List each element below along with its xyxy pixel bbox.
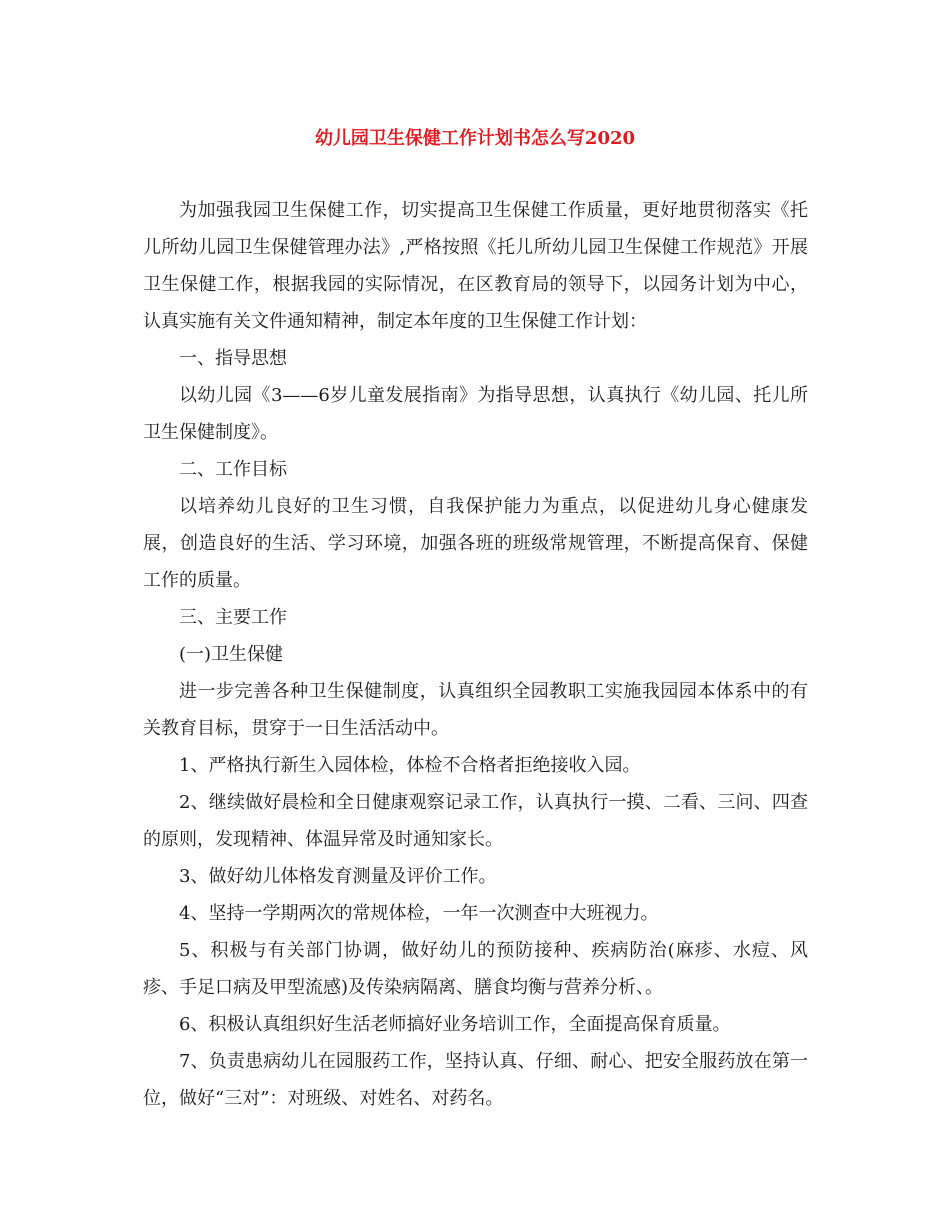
list-item-5: 5、积极与有关部门协调，做好幼儿的预防接种、疾病防治(麻疹、水痘、风疹、手足口病及甲型流感)及传染病隔离、膳食均衡与营养分析、。: [143, 940, 808, 998]
heading-work-goals: 二、工作目标: [179, 459, 287, 480]
paragraph-guiding-ideology: 以幼儿园《3——6岁儿童发展指南》为指导思想，认真执行《幼儿园、托儿所卫生保健制度》。: [143, 385, 808, 443]
list-item-3: 3、做好幼儿体格发育测量及评价工作。: [179, 866, 497, 887]
document-body: [143, 192, 808, 1117]
list-item-6: 6、积极认真组织好生活老师搞好业务培训工作，全面提高保育质量。: [179, 1014, 731, 1035]
paragraph-work-goals: 以培养幼儿良好的卫生习惯，自我保护能力为重点，以促进幼儿身心健康发展，创造良好的生活、学习环境，加强各班的班级常规管理，不断提高保育、保健工作的质量。: [143, 496, 808, 591]
paragraph-intro: 为加强我园卫生保健工作，切实提高卫生保健工作质量，更好地贯彻落实《托儿所幼儿园卫生保健管理办法》,严格按照《托儿所幼儿园卫生保健工作规范》开展卫生保健工作，根据我园的实际情况，在区教育局的领导下，以园务计划为中心，认真实施有关文件通知精神，制定本年度的卫生保健工作计划：: [143, 200, 808, 332]
heading-main-work: 三、主要工作: [179, 607, 287, 628]
list-item-4: 4、坚持一学期两次的常规体检，一年一次测查中大班视力。: [179, 903, 659, 924]
list-item-1: 1、严格执行新生入园体检，体检不合格者拒绝接收入园。: [179, 755, 641, 776]
subheading-hygiene: (一)卫生保健: [179, 644, 284, 665]
heading-guiding-ideology: 一、指导思想: [179, 348, 287, 369]
list-item-7: 7、负责患病幼儿在园服药工作，坚持认真、仔细、耐心、把安全服药放在第一位，做好“三对”：对班级、对姓名、对药名。: [143, 1051, 808, 1109]
list-item-2: 2、继续做好晨检和全日健康观察记录工作，认真执行一摸、二看、三问、四查的原则，发现精神、体温异常及时通知家长。: [143, 792, 808, 850]
document-title: 幼儿园卫生保健工作计划书怎么写2020: [314, 128, 636, 149]
paragraph-hygiene: 进一步完善各种卫生保健制度，认真组织全园教职工实施我园园本体系中的有关教育目标，贯穿于一日生活活动中。: [143, 681, 808, 739]
